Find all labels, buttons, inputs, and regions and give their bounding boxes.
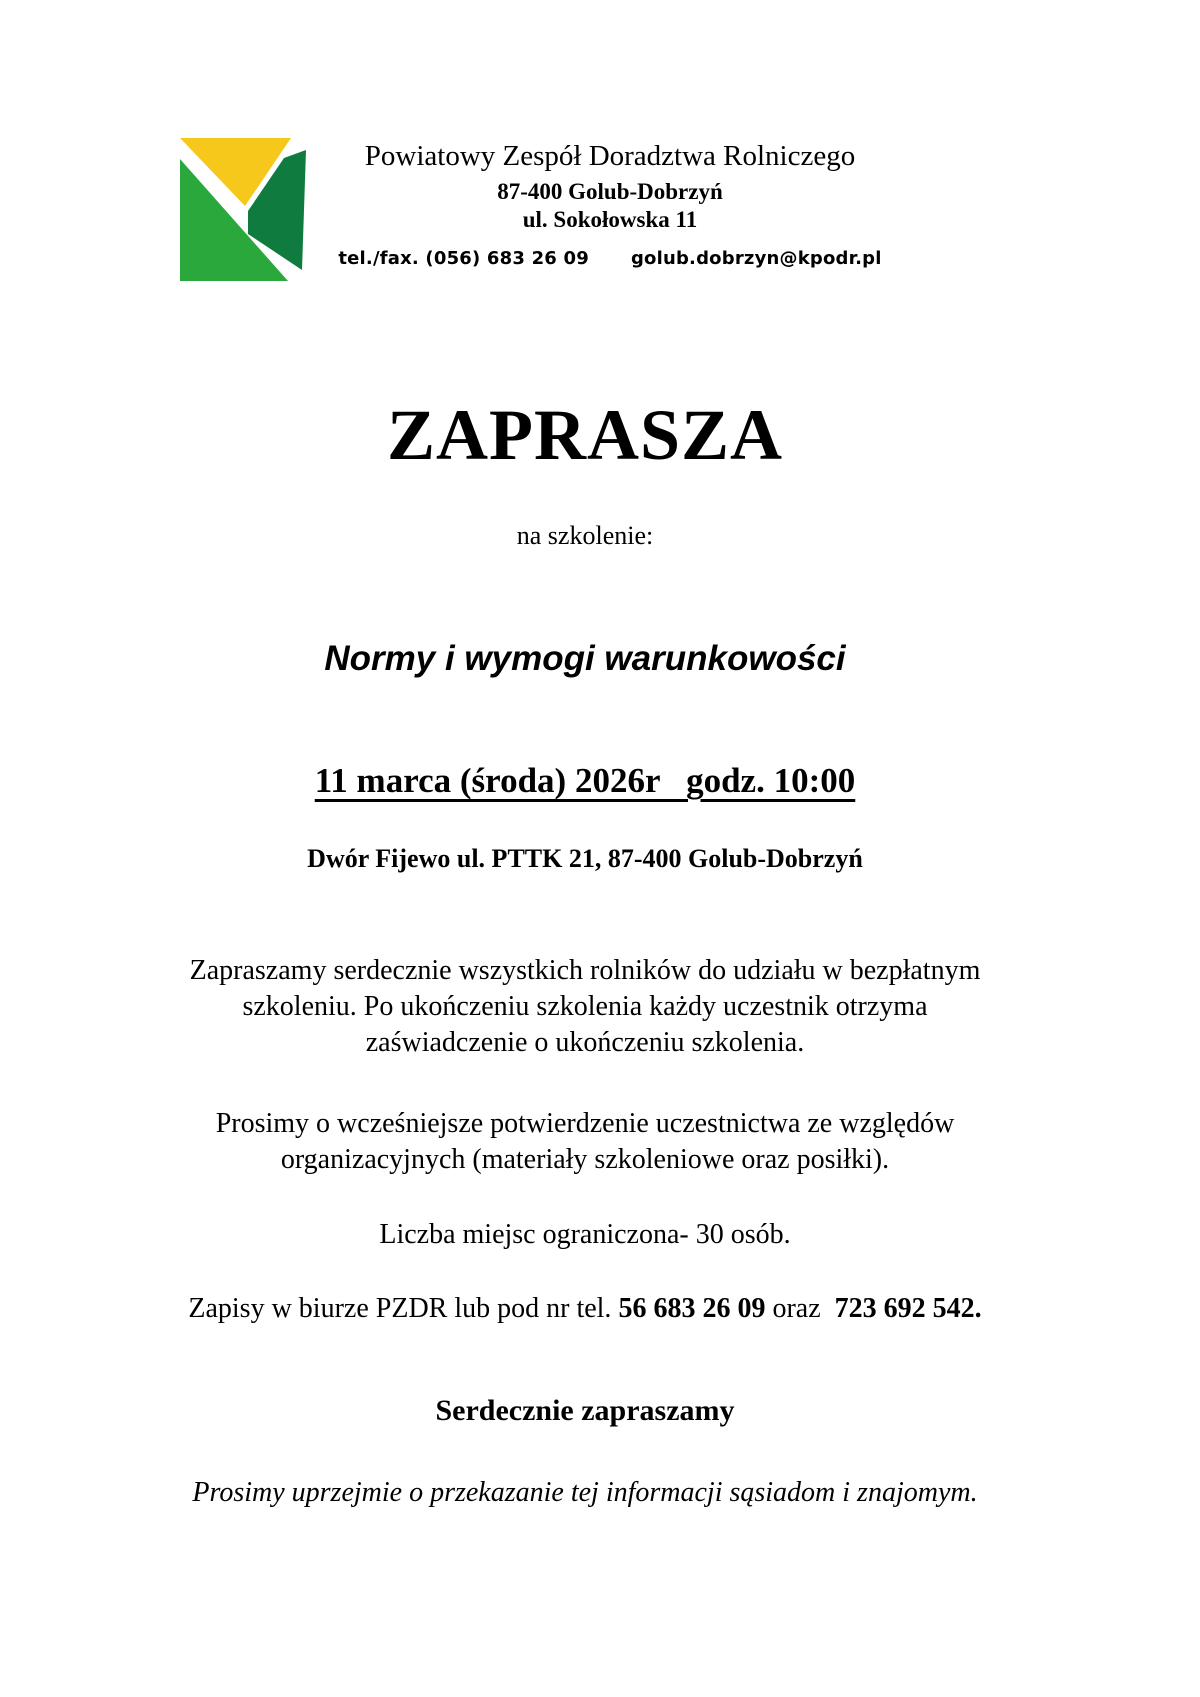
page-title: ZAPRASZA xyxy=(386,395,784,475)
org-telephone: tel./fax. (056) 683 26 09 xyxy=(338,247,589,269)
kpodr-logo xyxy=(178,138,308,285)
paragraph-confirmation xyxy=(10,1106,1160,1178)
kpodr-logo-icon xyxy=(178,138,308,285)
org-postal-address: 87-400 Golub-Dobrzyń xyxy=(497,179,723,205)
closing-line: Serdecznie zapraszamy xyxy=(435,1394,735,1427)
paragraph-line: organizacyjnych (materiały szkoleniowe oraz posiłki). xyxy=(280,1144,890,1175)
org-email: golub.dobrzyn@kpodr.pl xyxy=(630,247,882,269)
paragraph-line: Prosimy o wcześniejsze potwierdzenie uczestnictwa ze względów xyxy=(215,1108,955,1139)
phone-number-2: 723 692 542. xyxy=(834,1293,982,1324)
event-venue: Dwór Fijewo ul. PTTK 21, 87-400 Golub-Dobrzyń xyxy=(307,844,863,873)
event-date-time: 11 marca (środa) 2026r godz. 10:00 xyxy=(314,761,856,800)
paragraph-line: Zapraszamy serdecznie wszystkich rolników do udziału w bezpłatnym xyxy=(189,955,981,986)
phone-number-1: 56 683 26 09 xyxy=(618,1293,766,1324)
org-street-address: ul. Sokołowska 11 xyxy=(522,206,698,232)
org-name: Powiatowy Zespół Doradztwa Rolniczego xyxy=(364,140,856,172)
footer-note: Prosimy uprzejmie o przekazanie tej informacji sąsiadom i znajomym. xyxy=(192,1477,978,1508)
registration-line xyxy=(10,1292,1160,1326)
paragraph-free-training xyxy=(10,953,1160,1061)
header-org-block xyxy=(310,140,910,269)
org-contact-row xyxy=(310,248,910,269)
training-name: Normy i wymogi warunkowości xyxy=(324,639,846,678)
paragraph-line: zaświadczenie o ukończeniu szkolenia. xyxy=(365,1027,805,1058)
subtitle: na szkolenie: xyxy=(516,521,654,550)
registration-prefix: Zapisy w biurze PZDR lub pod nr tel. xyxy=(188,1293,619,1324)
paragraph-line: szkoleniu. Po ukończeniu szkolenia każdy uczestnik otrzyma xyxy=(242,991,928,1022)
registration-conjunction: oraz xyxy=(765,1293,835,1324)
capacity-note: Liczba miejsc ograniczona- 30 osób. xyxy=(379,1219,791,1250)
